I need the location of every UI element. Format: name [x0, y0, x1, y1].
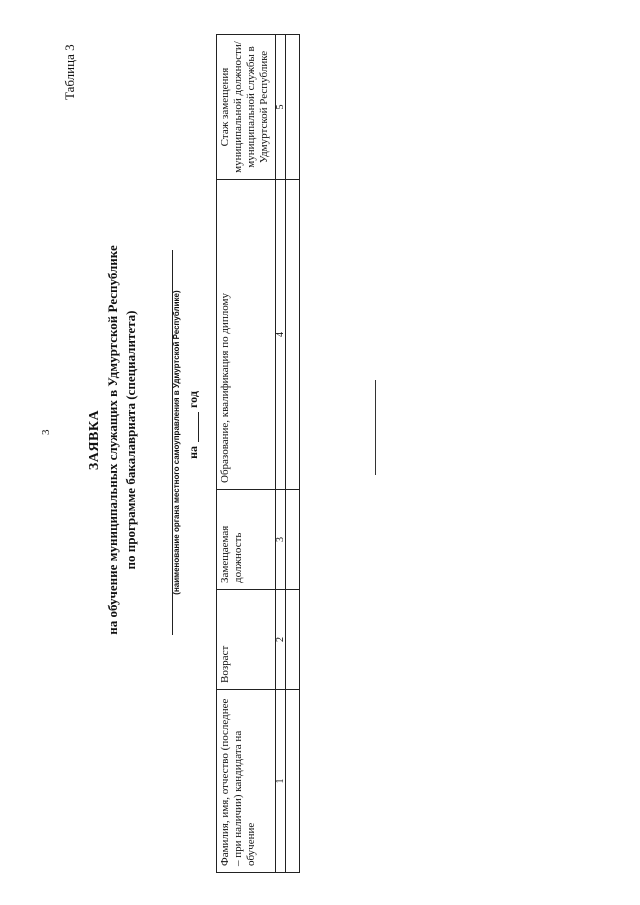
year-suffix: год — [186, 391, 200, 408]
table-cell — [286, 690, 300, 873]
title-line-3: по программе бакалавриата (специалитета) — [123, 310, 138, 570]
table-header-row — [217, 35, 276, 873]
table-cell — [286, 590, 300, 690]
header-age: Возраст — [217, 590, 276, 690]
year-line — [186, 375, 201, 475]
document-title — [86, 155, 140, 725]
table-number-row — [276, 35, 286, 873]
header-education: Образование, квалификация по диплому — [217, 180, 276, 490]
header-experience: Стаж замещения муниципальной должности/ муниципальной службы в Удмуртской Республике — [217, 35, 276, 180]
column-number: 4 — [276, 180, 286, 490]
column-number: 3 — [276, 490, 286, 590]
org-name-caption: (наименование органа местного самоуправления в Удмуртской Республике) — [172, 290, 181, 595]
table-cell — [286, 180, 300, 490]
table-caption: Таблица 3 — [62, 44, 77, 100]
table-cell — [286, 490, 300, 590]
title-main: ЗАЯВКА — [87, 409, 102, 471]
header-fio: Фамилия, имя, отчество (последнее – при наличии) кандидата на обучение — [217, 690, 276, 873]
column-number: 1 — [276, 690, 286, 873]
table-row — [286, 35, 300, 873]
title-line-2: на обучение муниципальных служащих в Удмуртской Республике — [105, 245, 120, 635]
header-position: Замещаемая должность — [217, 490, 276, 590]
column-number: 5 — [276, 35, 286, 180]
short-divider-line — [375, 380, 376, 475]
year-blank — [198, 412, 199, 442]
page-number: 3 — [40, 429, 52, 435]
column-number: 2 — [276, 590, 286, 690]
table-cell — [286, 35, 300, 180]
application-table — [216, 34, 300, 873]
year-prefix: на — [186, 445, 200, 459]
